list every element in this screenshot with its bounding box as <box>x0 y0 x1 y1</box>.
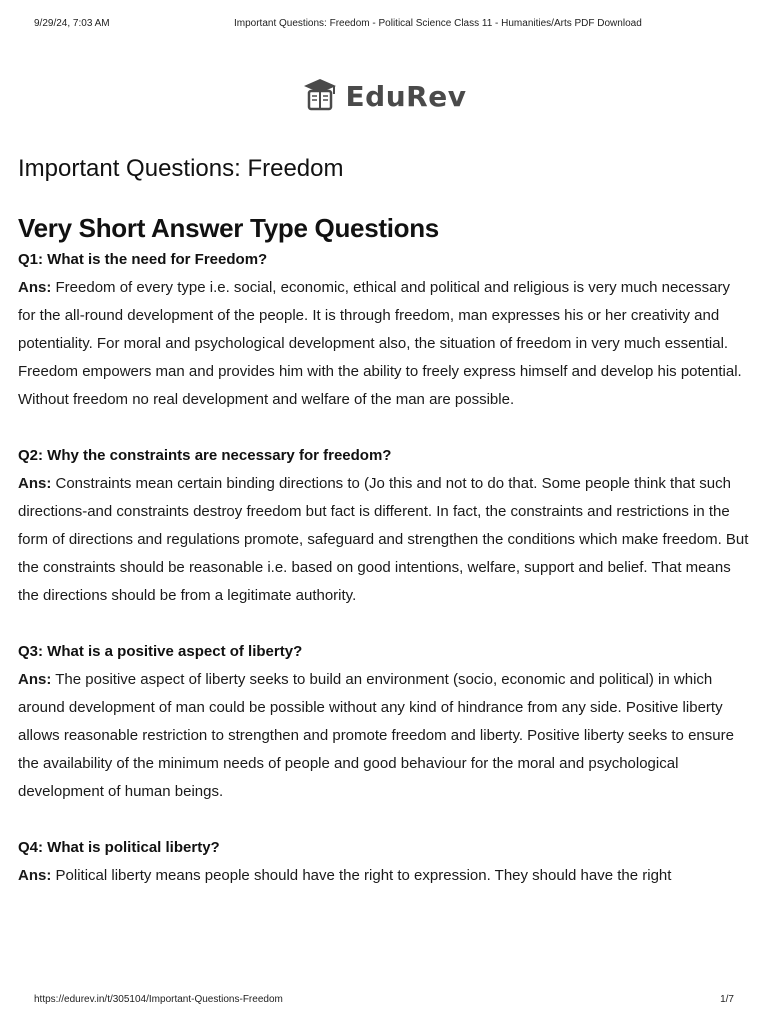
answer-text: Political liberty means people should have the right to expression. They should have the right <box>51 867 672 884</box>
print-footer <box>34 994 734 1008</box>
answer-4 <box>18 862 750 890</box>
main-content <box>18 152 750 890</box>
section-title: Very Short Answer Type Questions <box>18 213 439 243</box>
print-date: 9/29/24, 7:03 AM <box>34 18 110 29</box>
answer-3 <box>18 666 750 806</box>
answer-label: Ans: <box>18 671 52 688</box>
question-block-1 <box>18 246 750 414</box>
answer-label: Ans: <box>18 279 52 296</box>
question-block-4 <box>18 834 750 890</box>
question-block-2 <box>18 442 750 610</box>
page-title: Important Questions: Freedom <box>18 155 344 182</box>
print-document-title: Important Questions: Freedom - Political Science Class 11 - Humanities/Arts PDF Download <box>234 18 642 29</box>
question-block-3 <box>18 638 750 806</box>
answer-label: Ans: <box>18 475 52 492</box>
answer-text: Freedom of every type i.e. social, economic, ethical and political and religious is very much necessary for the all-round development of the people. It is through freedom, man expresses his or her creativity and potentiality. For moral and psychological development also, the situation of freedom in very much essential. Freedom empowers man and provides him with the ability to freely express himself and develop his potential. Without freedom no real development and welfare of the man are possible. <box>18 279 742 408</box>
question-4: Q4: What is political liberty? <box>18 839 220 856</box>
answer-2 <box>18 470 750 610</box>
edurev-logo[interactable] <box>0 76 768 116</box>
page-number: 1/7 <box>720 994 734 1005</box>
answer-text: Constraints mean certain binding directions to (Jo this and not to do that. Some people think that such directions-and constraints destroy freedom but fact is different. In fact, the constraints and restrictions in the form of directions and regulations promote, safeguard and strengthen the conditions which make freedom. But the constraints should be reasonable i.e. based on good intentions, welfare, support and belief. That means the directions should be from a legitimate authority. <box>18 475 749 604</box>
question-1: Q1: What is the need for Freedom? <box>18 251 268 268</box>
page-url[interactable]: https://edurev.in/t/305104/Important-Questions-Freedom <box>34 994 283 1005</box>
question-3: Q3: What is a positive aspect of liberty? <box>18 643 303 660</box>
graduation-cap-book-icon <box>302 76 338 117</box>
logo-text: EduRev <box>345 79 467 113</box>
answer-label: Ans: <box>18 867 52 884</box>
print-header <box>34 18 734 32</box>
question-2: Q2: Why the constraints are necessary for freedom? <box>18 447 392 464</box>
answer-text: The positive aspect of liberty seeks to build an environment (socio, economic and political) in which around development of man could be possible without any kind of hindrance from any side. Positive liberty allows reasonable restriction to strengthen and promote freedom and liberty. Positive liberty seeks to ensure the availability of the minimum needs of people and good behaviour for the moral and psychological development of human beings. <box>18 671 734 800</box>
answer-1 <box>18 274 750 414</box>
